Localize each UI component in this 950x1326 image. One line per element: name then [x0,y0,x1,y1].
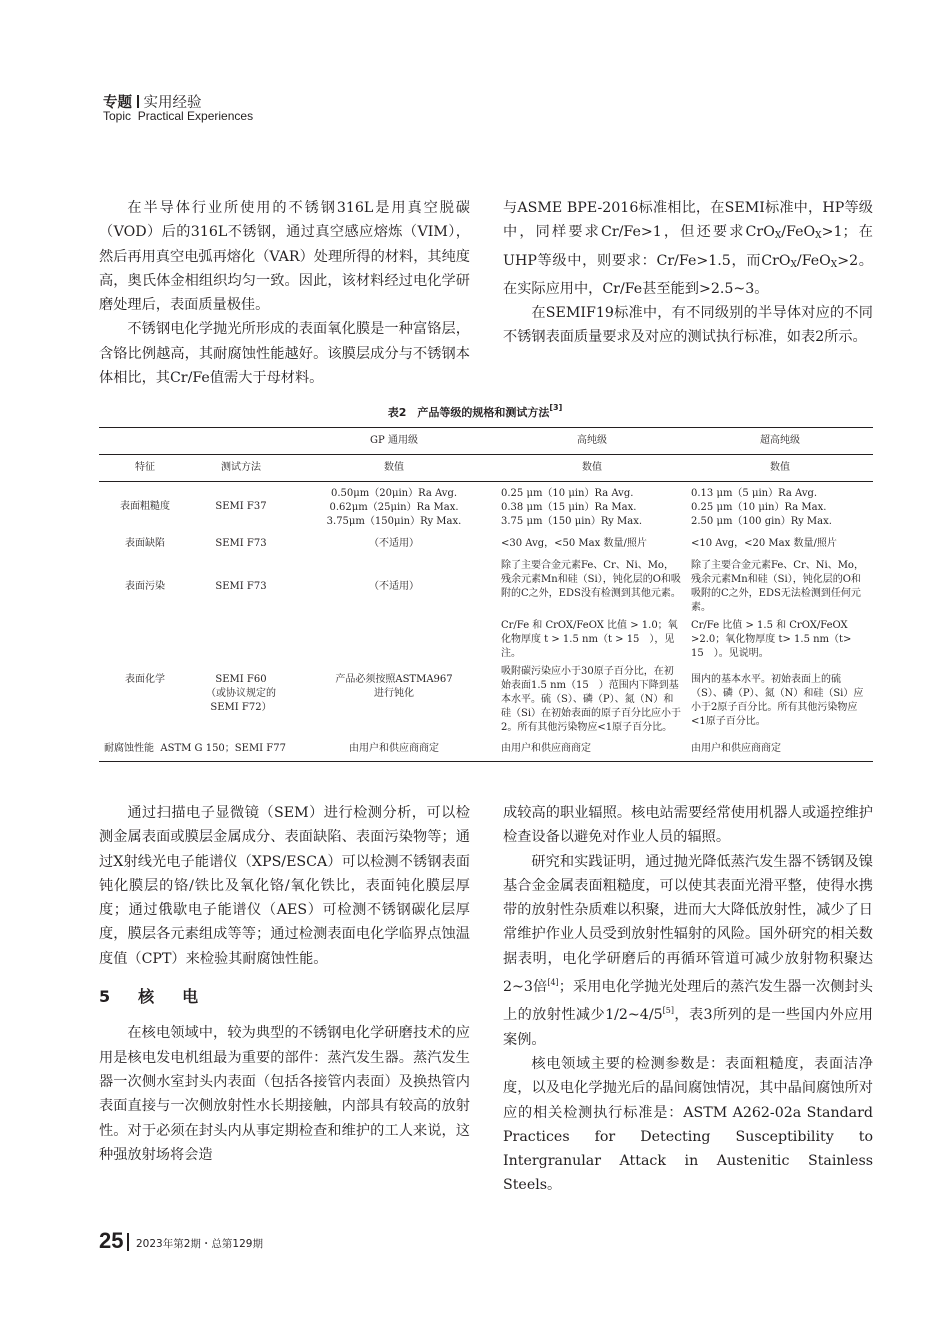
paragraph: 在SEMIF19标准中，有不同级别的半导体对应的不同不锈钢表面质量要求及对应的测试执行标准，如表2所示。 [503,305,873,346]
page-number: 25 [99,1228,124,1253]
table-row: 表面化学 SEMI F60 （或协议规定的 SEMI F72） 产品必须按照ASTMA967 进行钝化 Cr/Fe 和 CrOX/FeOX 比值 > 1.0；氧化物厚度 t > 1.5 nm（t > 15 ），见注。 Cr/Fe 比值 > 1.5 和 CrOX/FeOX >2.0；氧化物厚度 t> 1.5 nm（t> 15 ）。见说明。 [99,617,873,663]
right-column-top [503,196,873,350]
grade-hp: 高纯级 [497,428,687,455]
spec-table [99,427,873,762]
paragraph: 与ASME BPE-2016标准相比，在SEMI标准中，HP等级中，同样要求Cr/Fe>1，但还要求CrO$_X$/FeO$_X$>1；在UHP等级中，则要求：Cr/Fe>1.5，而CrO$_X$/FeO$_X$>2。在实际应用中，Cr/Fe甚至能到>2.5~3。 [503,200,873,297]
table-row: 表面缺陷 SEMI F73 （不适用） <30 Avg，<50 Max 数量/照片 <10 Avg，<20 Max 数量/照片 [125,538,837,549]
header-feature: 特征 [99,455,191,482]
grade-uhp: 超高纯级 [687,428,873,455]
table-caption: 表2 产品等级的规格和测试方法[3] [387,403,563,419]
cell: 0.13 μm（5 μin）Ra Avg. 0.25 μm（10 μin）Ra Max. 2.50 μm（100 gin）Ry Max. [691,488,832,527]
table-row [99,455,873,482]
table-row [99,428,873,455]
cell: SEMI F60 （或协议规定的 SEMI F72） [206,674,276,713]
issue-info: 2023年第2期・总第129期 [136,1238,263,1250]
cell: 耐腐蚀性能 ASTM G 150；SEMI F77 [99,737,291,762]
header-divider [137,95,139,108]
paragraph: 通过扫描电子显微镜（SEM）进行检测分析，可以检测金属表面或膜层金属成分、表面缺陷、表面污染物等；通过X射线光电子能谱仪（XPS/ESCA）可以检测不锈钢表面钝化膜层的铬/铁比及氧化铬/氧化铁比，表面钝化膜层厚度；通过俄歇电子能谱仪（AES）可检测不锈钢碳化层厚度，膜层各元素组成等等；通过检测表面电化学临界点蚀温度值（CPT）来检验其耐腐蚀性能。 [99,805,470,967]
right-column-bottom [503,801,873,1198]
cell: 产品必须按照ASTMA967 进行钝化 [335,674,453,699]
header-section-en: Topic [103,109,132,123]
left-column-top [99,196,470,390]
running-header-en [103,109,253,123]
cell: 0.25 μm（10 μin）Ra Avg. 0.38 μm（15 μin）Ra Max. 3.75 μm（150 μin）Ry Max. [501,488,643,527]
table-row: 吸附碳污染应小于30原子百分比，在初始表面1.5 nm（15 ）范围内下降到基本水平。硫（S）、磷（P）、氮（N）和硅（Si）在初始表面的原子百分比应小于2。所有其他污染物应<1原子百分比。 围内的基本水平。初始表面上的硫（S）、磷（P）、氮（N）和硅（Si）应小于2原子百分比。所有其他污染物应<1原子百分比。 [501,666,864,733]
grade-gp: GP 通用级 [291,428,497,455]
header-subtitle: 实用经验 [143,95,202,111]
section-heading: 5 核 电 [99,987,205,1007]
header-subtitle-en: Practical Experiences [137,109,254,123]
left-column-bottom [99,801,470,1167]
header-value: 数值 [687,455,873,482]
paragraph: 成较高的职业辐照。核电站需要经常使用机器人或遥控维护检查设备以避免对作业人员的辐照。 [503,805,873,846]
paragraph: 研究和实践证明，通过抛光降低蒸汽发生器不锈钢及镍基合金金属表面粗糙度，可以使其表面光滑平整，使得水携带的放射性杂质难以积聚，进而大大降低放射性，减少了日常维护作业人员受到放射性辐射的风险。国外研究的相关数据表明，电化学研磨后的再循环管道可减少放射物积聚达2~3倍[4]；采用电化学抛光处理后的蒸汽发生器一次侧封头上的放射性减少1/2~4/5[5]，表3所列的是一些国内外应用案例。 [503,853,873,1048]
paragraph: 不锈钢电化学抛光所形成的表面氧化膜是一种富铬层，含铬比例越高，其耐腐蚀性能越好。该膜层成分与不锈钢本体相比，其Cr/Fe值需大于母材料。 [99,321,470,387]
paragraph: 在核电领域中，较为典型的不锈钢电化学研磨技术的应用是核电发电机组最为重要的部件：蒸汽发生器。蒸汽发生器一次侧水室封头内表面（包括各接管内表面）及换热管内表面直接与一次侧放射性水长期接触，内部具有较高的放射性。对于必须在封头内从事定期检查和维护的工人来说，这种强放射场将会造 [99,1025,470,1163]
cell: 0.50μm（20μin）Ra Avg. 0.62μm（25μin）Ra Max. 3.75μm（150μin）Ry Max. [326,488,462,527]
paragraph: 核电领域主要的检测参数是：表面粗糙度，表面洁净度，以及电化学抛光后的晶间腐蚀情况，其中晶间腐蚀所对应的相关检测执行标准是：ASTM A262-02a Standard Practices for Detecting Susceptibility to Intergranular Attack in Austenitic Stainless Steels。 [503,1055,873,1194]
header-method: 测试方法 [191,455,291,482]
header-section: 专题 [103,95,132,111]
table-row: 表面粗糙度 SEMI F37 0.50μm（20μin）Ra Avg. 0.62μm（25μin）Ra Max. 3.75μm（150μin）Ry Max. 0.25 μm（10 μin）Ra Avg. 0.38 μm（15 μin）Ra Max. 3.75 μm（150 μin）Ry Max. 0.13 μm（5 μin）Ra Avg. 0.25 μm（10 μin）Ra Max. 2.50 μm（100 gin）Ry Max. [99,482,873,532]
footer-divider [127,1233,129,1251]
header-value: 数值 [497,455,687,482]
table-row: 耐腐蚀性能 ASTM G 150；SEMI F77 由用户和供应商商定 由用户和供应商商定 由用户和供应商商定 [99,737,873,762]
table-row: 表面污染 SEMI F73 （不适用） 除了主要合金元素Fe、Cr、Ni、Mo，残余元素Mn和硅（Si），钝化层的O和吸附的C之外，EDS没有检测到其他元素。 除了主要合金元素Fe、Cr、Ni、Mo，残余元素Mn和硅（Si），钝化层的O和吸附的C之外，EDS无法检测到任何元素。 [125,560,864,613]
header-value: 数值 [291,455,497,482]
paragraph: 在半导体行业所使用的不锈钢316L是用真空脱碳（VOD）后的316L不锈钢，通过真空感应熔炼（VIM），然后再用真空电弧再熔化（VAR）处理所得的材料，其纯度高，奥氏体金相组织均匀一致。因此，该材料经过电化学研磨处理后，表面质量极佳。 [99,200,470,314]
